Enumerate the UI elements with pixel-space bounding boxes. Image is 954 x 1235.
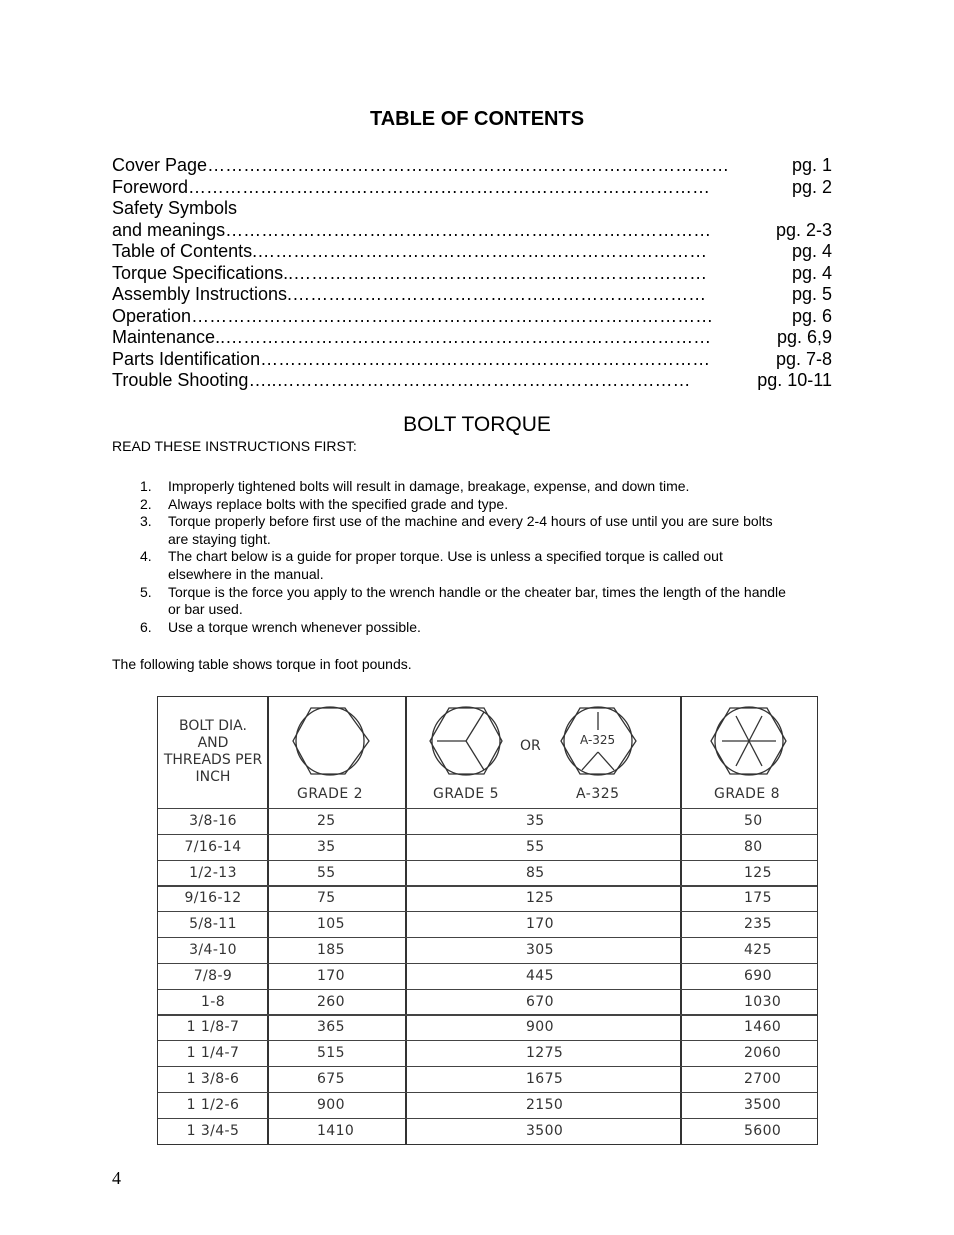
- instruction-line: elsewhere in the manual.: [168, 565, 324, 582]
- table-row-divider: [158, 911, 817, 912]
- bolt-size-cell: 5/8-11: [189, 916, 237, 933]
- table-row-divider: [158, 860, 817, 861]
- grade5-value-cell: 1275: [526, 1045, 564, 1062]
- grade2-value-cell: 25: [317, 813, 336, 829]
- grade5-value-cell: 2150: [526, 1096, 564, 1113]
- toc-entry-leader: ………………………………………………………………………: [225, 327, 712, 347]
- grade8-value-cell: 425: [744, 942, 772, 958]
- grade8-value-cell: 235: [744, 916, 772, 933]
- grade5-value-cell: 445: [526, 967, 554, 984]
- grade8-value-cell: 690: [744, 967, 772, 984]
- toc-entry-leader: ……………………………………………………………………………: [207, 155, 730, 175]
- bolt-size-cell: 1 3/8-6: [186, 1071, 240, 1087]
- toc-entry-leader: ……………………………………………………………………………: [191, 305, 714, 326]
- table-row-divider: [158, 1066, 817, 1067]
- grade2-value-cell: 35: [317, 838, 336, 855]
- toc-entry-leader: …………………………………………………………………: [257, 241, 708, 261]
- toc-entry-label: Maintenance..: [112, 327, 226, 347]
- table-row-divider: [158, 834, 817, 835]
- bolt-size-cell: 1-8: [200, 993, 226, 1010]
- grade5-value-cell: 670: [526, 993, 554, 1010]
- instruction-line: are staying tight.: [168, 530, 271, 547]
- header-line: AND: [197, 735, 229, 751]
- toc-entry-label: Safety Symbols: [112, 198, 238, 218]
- toc-entry-label: Parts Identification: [112, 348, 261, 369]
- grade8-value-cell: 50: [744, 813, 763, 829]
- grade8-value-cell: 2700: [744, 1071, 782, 1087]
- bolt-size-cell: 1 1/2-6: [186, 1096, 240, 1113]
- instruction-line: Always replace bolts with the specified grade and type.: [168, 495, 509, 512]
- toc-entry-label: and meanings: [112, 219, 226, 240]
- bolt-size-cell: 1 1/4-7: [186, 1045, 240, 1062]
- bolt-size-cell: 3/4-10: [189, 942, 237, 958]
- grade8-value-cell: 2060: [744, 1045, 782, 1062]
- grade8-value-cell: 1460: [744, 1019, 782, 1036]
- grade2-value-cell: 55: [317, 864, 336, 881]
- grade5-value-cell: 125: [526, 890, 554, 907]
- toc-entry-page: pg. 4: [791, 241, 832, 261]
- instruction-number: 4.: [140, 548, 152, 565]
- instruction-line: Torque properly before first use of the machine and every 2-4 hours of use until you are sure bolts: [168, 513, 773, 530]
- toc-entry-label: Cover Page: [112, 155, 208, 175]
- grade8-bolt-head-icon: [711, 707, 786, 775]
- toc-entry-label: Trouble Shooting: [112, 370, 249, 390]
- grade5-bolt-head-icon: [430, 707, 502, 775]
- instruction-line: Torque is the force you apply to the wrench handle or the cheater bar, times the length of the handle: [168, 583, 786, 600]
- toc-entry-leader: ……………………………………………………………: [292, 284, 707, 304]
- a325-label: A-325: [576, 786, 620, 802]
- read-first-heading: READ THESE INSTRUCTIONS FIRST:: [112, 438, 357, 454]
- grade2-value-cell: 515: [317, 1045, 345, 1062]
- toc-entry-page: pg. 10-11: [757, 370, 832, 390]
- table-row-divider: [158, 963, 817, 964]
- bolt-size-cell: 9/16-12: [184, 890, 242, 907]
- grade2-label: GRADE 2: [297, 786, 364, 802]
- toc-entry-label: Foreword: [112, 176, 189, 197]
- grade8-value-cell: 1030: [744, 993, 782, 1010]
- table-row-divider: [158, 1092, 817, 1093]
- grade2-value-cell: 75: [317, 890, 336, 907]
- instruction-number: 2.: [140, 495, 152, 512]
- grade2-value-cell: 900: [317, 1096, 345, 1113]
- toc-entry-page: pg. 6: [791, 305, 832, 326]
- grade8-label: GRADE 8: [714, 786, 781, 802]
- grade8-value-cell: 175: [744, 890, 772, 907]
- toc-entry-page: pg. 5: [791, 284, 832, 304]
- bolt-torque-title: BOLT TORQUE: [403, 413, 551, 436]
- grade2-value-cell: 260: [317, 993, 345, 1010]
- table-row-divider: [158, 989, 817, 990]
- grade5-value-cell: 3500: [526, 1122, 564, 1139]
- grade2-value-cell: 365: [317, 1019, 345, 1036]
- grade5-value-cell: 85: [526, 864, 545, 881]
- instruction-line: The chart below is a guide for proper torque. Use is unless a specified torque is called out: [168, 548, 723, 565]
- instruction-number: 1.: [140, 478, 152, 494]
- grade8-value-cell: 80: [744, 838, 763, 855]
- toc-entry-page: pg. 2: [791, 176, 832, 197]
- header-line: BOLT DIA.: [179, 718, 247, 734]
- toc-entry-page: pg. 2-3: [775, 219, 832, 240]
- grade5-label: GRADE 5: [433, 786, 500, 802]
- grade2-bolt-head-icon: [293, 707, 369, 775]
- grade5-value-cell: 170: [526, 916, 554, 933]
- grade2-value-cell: 105: [317, 916, 345, 933]
- instruction-line: Improperly tightened bolts will result in damage, breakage, expense, and down time.: [168, 478, 690, 494]
- grade8-value-cell: 5600: [744, 1122, 782, 1139]
- toc-entry-label: Torque Specifications..: [112, 262, 294, 283]
- table-row-divider: [158, 1118, 817, 1119]
- instruction-number: 5.: [140, 583, 152, 600]
- toc-entry-leader: ……………………………………………………………………………: [188, 176, 711, 197]
- bolt-size-cell: 1/2-13: [189, 864, 237, 881]
- toc-title: TABLE OF CONTENTS: [369, 108, 585, 130]
- header-line: THREADS PER: [163, 752, 263, 768]
- grade2-value-cell: 675: [317, 1071, 345, 1087]
- table-row-divider: [158, 1040, 817, 1041]
- toc-entry-page: pg. 6,9: [776, 327, 832, 347]
- grade8-value-cell: 3500: [744, 1096, 782, 1113]
- toc-entry-label: Table of Contents.: [112, 241, 258, 261]
- toc-entry-leader: ………………………………………………………………………: [225, 219, 712, 240]
- toc-entry-leader: ……………………………………………………………: [293, 262, 708, 283]
- instruction-number: 3.: [140, 513, 152, 530]
- bolt-size-cell: 1 3/4-5: [186, 1122, 240, 1139]
- toc-entry-page: pg. 7-8: [775, 348, 832, 369]
- bolt-size-cell: 3/8-16: [189, 813, 237, 829]
- bolt-size-cell: 1 1/8-7: [186, 1019, 240, 1036]
- table-row-divider: [158, 885, 817, 886]
- grade2-value-cell: 1410: [317, 1122, 355, 1139]
- grade2-value-cell: 185: [317, 942, 345, 958]
- page-number: 4: [112, 1168, 121, 1188]
- table-intro-text: The following table shows torque in foot pounds.: [112, 656, 412, 672]
- grade5-value-cell: 305: [526, 942, 554, 958]
- bolt-size-cell: 7/16-14: [184, 838, 242, 855]
- grade5-value-cell: 55: [526, 838, 545, 855]
- table-row-divider: [158, 808, 817, 809]
- toc-entry-page: pg. 4: [791, 262, 832, 283]
- toc-entry-label: Assembly Instructions.: [112, 284, 293, 304]
- instruction-line: Use a torque wrench whenever possible.: [168, 618, 421, 635]
- a325-head-marking: A-325: [580, 733, 616, 747]
- header-line: INCH: [195, 769, 231, 785]
- toc-entry-leader: …..……………………………………………………………: [248, 370, 691, 390]
- toc-entry-label: Operation: [112, 305, 192, 326]
- grade5-value-cell: 35: [526, 813, 545, 829]
- grade5-value-cell: 1675: [526, 1071, 564, 1087]
- toc-entry-leader: …………………………………………………………………: [260, 348, 711, 369]
- instruction-line: or bar used.: [168, 601, 243, 618]
- instruction-number: 6.: [140, 618, 152, 635]
- table-row-divider: [158, 937, 817, 938]
- toc-entry-page: pg. 1: [791, 155, 832, 175]
- grade2-value-cell: 170: [317, 967, 345, 984]
- grade8-value-cell: 125: [744, 864, 772, 881]
- table-row-divider: [158, 1014, 817, 1015]
- or-label: OR: [520, 738, 541, 754]
- grade5-value-cell: 900: [526, 1019, 554, 1036]
- bolt-size-cell: 7/8-9: [193, 967, 233, 984]
